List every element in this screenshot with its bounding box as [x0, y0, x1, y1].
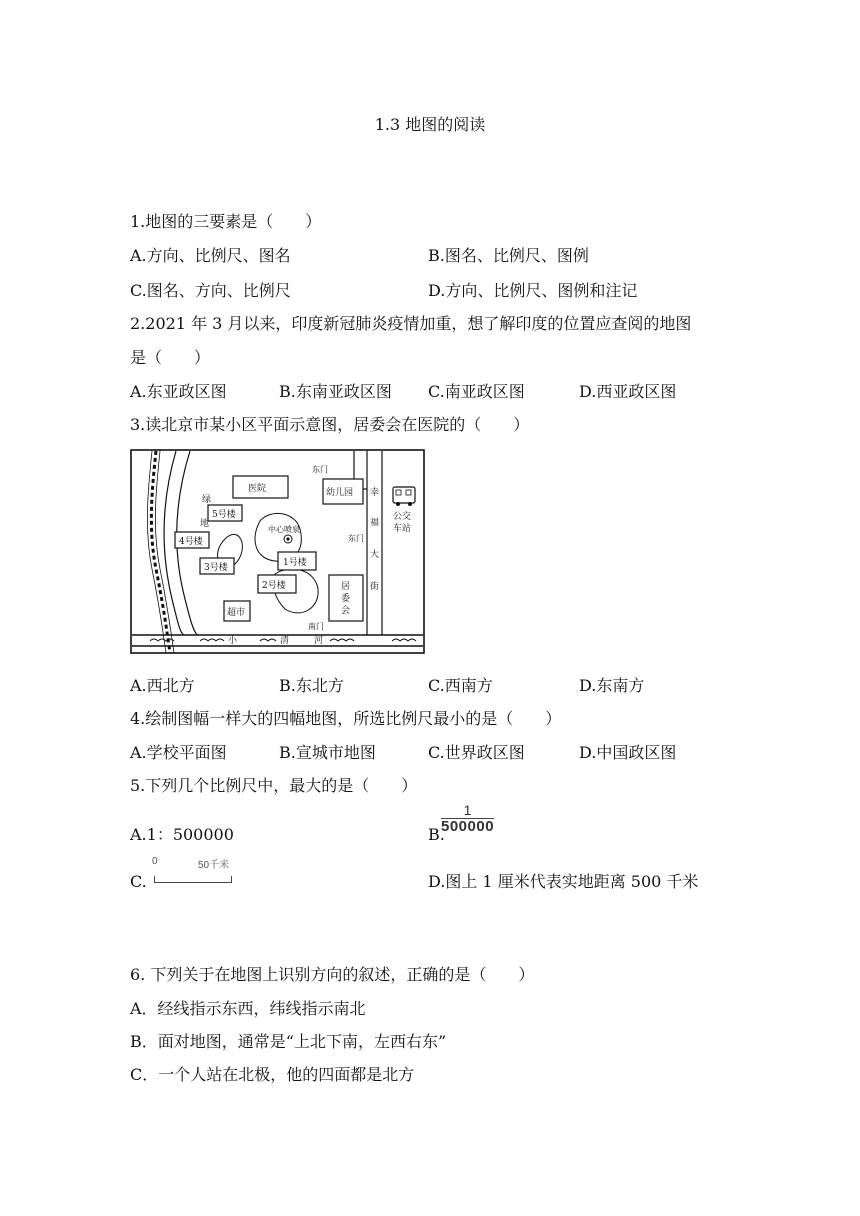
- scale-bar-line: [154, 876, 232, 883]
- q4-option-b: B.宣城市地图: [279, 743, 376, 762]
- q1-option-b: B.图名、比例尺、图例: [428, 246, 589, 265]
- q2-option-c: C.南亚政区图: [428, 382, 525, 401]
- community-map: [130, 449, 425, 655]
- q3-option-c: C.西南方: [428, 676, 493, 695]
- question-1-stem: 1.地图的三要素是（ ）: [130, 212, 322, 231]
- map-committee-label-2: 委: [341, 594, 351, 604]
- map-committee-label-1: 居: [341, 582, 351, 592]
- q5-option-d: D.图上 1 厘米代表实地距离 500 千米: [428, 872, 699, 891]
- map-river-label-2: 清: [280, 636, 290, 646]
- question-6-stem: 6. 下列关于在地图上识别方向的叙述，正确的是（ ）: [130, 965, 535, 984]
- map-bus-label-1: 公交: [393, 512, 412, 522]
- q2-option-d: D.西亚政区图: [579, 382, 677, 401]
- q1-option-d: D.方向、比例尺、图例和注记: [428, 281, 638, 300]
- q3-option-b: B.东北方: [279, 676, 344, 695]
- map-hospital-label: 医院: [248, 484, 267, 494]
- map-building-2-label: 2号楼: [262, 581, 286, 591]
- q6-option-a: A．经线指示东西，纬线指示南北: [130, 999, 366, 1018]
- map-east-gate-top-label: 东门: [312, 465, 328, 474]
- map-street-label-2: 福: [370, 518, 380, 528]
- map-river-label-3: 河: [314, 636, 324, 646]
- map-street-label-4: 街: [370, 582, 380, 592]
- map-building-3-label: 3号楼: [204, 563, 228, 573]
- q2-option-a: A.东亚政区图: [130, 382, 227, 401]
- q2-option-b: B.东南亚政区图: [279, 382, 392, 401]
- map-river-label-1: 小: [228, 636, 238, 646]
- map-green-label-2: 地: [200, 519, 210, 529]
- map-supermarket-label: 超市: [227, 608, 246, 618]
- fraction-denominator: 500000: [441, 818, 495, 835]
- q5-option-b-fraction: [441, 803, 494, 834]
- map-kindergarten-label: 幼儿园: [326, 488, 354, 498]
- map-south-gate-label: 南门: [308, 622, 324, 631]
- map-fountain-label: 中心喷泉: [268, 525, 300, 534]
- q1-option-c: C.图名、方向、比例尺: [130, 281, 291, 300]
- q5-option-c-prefix: C.: [130, 872, 147, 891]
- q4-option-c: C.世界政区图: [428, 743, 525, 762]
- q3-option-d: D.东南方: [579, 676, 645, 695]
- question-2-stem-line1: 2.2021 年 3 月以来，印度新冠肺炎疫情加重，想了解印度的位置应查阅的地图: [130, 314, 692, 333]
- q5-option-a: A.1：500000: [130, 825, 234, 844]
- question-2-stem-line2: 是（ ）: [130, 348, 211, 367]
- map-east-gate-label: 东门: [348, 534, 364, 543]
- map-street-label-3: 大: [370, 550, 380, 560]
- map-building-5-label: 5号楼: [212, 510, 236, 520]
- scale-bar-distance-label: 50千米: [198, 860, 230, 871]
- map-building-1-label: 1号楼: [283, 558, 307, 568]
- q3-option-a: A.西北方: [130, 676, 195, 695]
- page-title: 1.3 地图的阅读: [374, 115, 486, 134]
- map-committee-label-3: 会: [341, 606, 351, 616]
- question-5-stem: 5.下列几个比例尺中，最大的是（ ）: [130, 776, 418, 795]
- q4-option-d: D.中国政区图: [579, 743, 677, 762]
- q6-option-c: C．一个人站在北极，他的四面都是北方: [130, 1065, 415, 1084]
- q4-option-a: A.学校平面图: [130, 743, 227, 762]
- q5-option-c-scale-bar: [148, 856, 238, 886]
- q5-option-b-prefix: B.: [428, 825, 445, 844]
- map-green-label-1: 绿: [202, 495, 212, 505]
- fraction-numerator: 1: [463, 802, 472, 818]
- map-bus-label-2: 车站: [393, 524, 412, 534]
- map-street-label-1: 幸: [370, 488, 380, 498]
- map-building-4-label: 4号楼: [179, 537, 203, 547]
- q1-option-a: A.方向、比例尺、图名: [130, 246, 291, 265]
- scale-bar-zero-label: 0: [152, 856, 158, 867]
- question-4-stem: 4.绘制图幅一样大的四幅地图，所选比例尺最小的是（ ）: [130, 709, 562, 728]
- q6-option-b: B．面对地图，通常是“上北下南，左西右东”: [130, 1032, 447, 1051]
- question-3-stem: 3.读北京市某小区平面示意图，居委会在医院的（ ）: [130, 415, 530, 434]
